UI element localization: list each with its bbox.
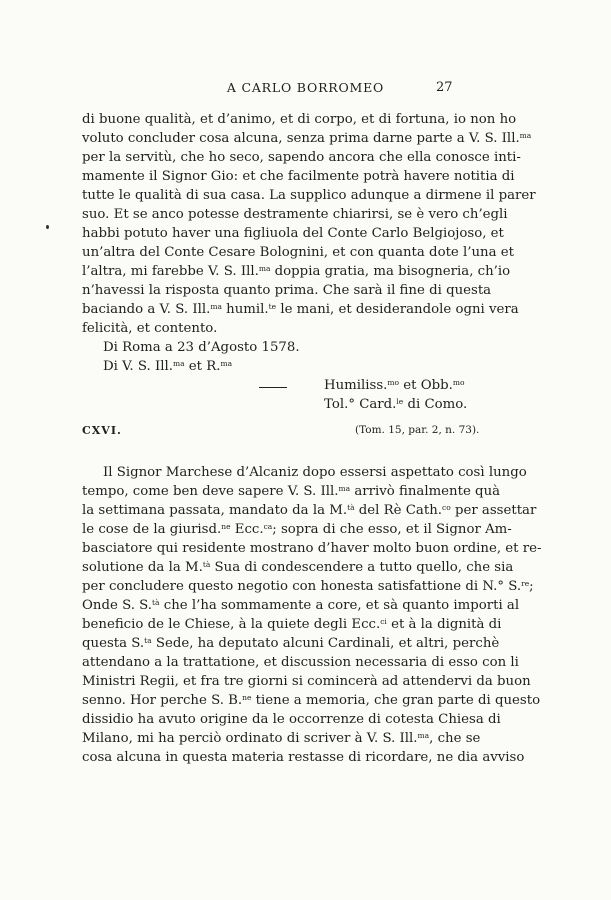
text-line: suo. Et se anco potesse destramente chiarirsi, se è vero ch’egli bbox=[82, 207, 508, 222]
letter-reference: (Tom. 15, par. 2, n. 73). bbox=[355, 424, 480, 436]
text-line: per la servitù, che ho seco, sapendo ancora che ella conosce inti- bbox=[82, 150, 521, 165]
text-line: baciando a V. S. Ill.$^{ma}$ humil.$^{te}$ le mani, et desiderandole ogni vera bbox=[82, 302, 519, 317]
text-line: la settimana passata, mandato da la M.$^{tà}$ del Rè Cath.$^{co}$ per assettar bbox=[82, 503, 537, 518]
text-line: tutte le qualità di sua casa. La supplico adunque a dirmene il parer bbox=[82, 188, 536, 203]
text-line: beneficio de le Chiese, à la quiete degli Ecc.$^{ci}$ et à la dignità di bbox=[82, 617, 502, 632]
letter-date: Di Roma a 23 d’Agosto 1578. bbox=[103, 340, 300, 355]
text-line: questa S.$^{ta}$ Sede, ha deputato alcuni Cardinali, et altri, perchè bbox=[82, 636, 500, 651]
text-line: felicità, et contento. bbox=[82, 321, 218, 336]
text-line: le cose de la giurisd.$^{ne}$ Ecc.$^{ca}$; sopra di che esso, et il Signor Am- bbox=[82, 522, 512, 537]
text-line: mamente il Signor Gio: et che facilmente potrà havere notitia di bbox=[82, 169, 515, 184]
section-divider bbox=[259, 387, 287, 388]
text-line: attendano a la trattatione, et discussion necessaria di esso con li bbox=[82, 655, 519, 670]
text-line: cosa alcuna in questa materia restasse di ricordare, ne dia avviso bbox=[82, 750, 525, 765]
text-line: Onde S. S.$^{tà}$ che l’ha sommamente a core, et sà quanto importi al bbox=[82, 598, 520, 613]
salutation: Di V. S. Ill.$^{ma}$ et R.$^{ma}$ bbox=[103, 359, 233, 374]
text-line: per concludere questo negotio con honesta satisfattione di N.° S.$^{re}$; bbox=[82, 579, 534, 594]
text-line: l’altra, mi farebbe V. S. Ill.$^{ma}$ doppia gratia, ma bisogneria, ch’io bbox=[82, 264, 511, 279]
text-line: Il Signor Marchese d’Alcaniz dopo essersi aspettato così lungo bbox=[103, 465, 527, 480]
text-line: habbi potuto haver una figliuola del Conte Carlo Belgiojoso, et bbox=[82, 226, 504, 241]
text-line: un’altra del Conte Cesare Bolognini, et con quanta dote l’una et bbox=[82, 245, 514, 260]
text-line: senno. Hor perche S. B.$^{ne}$ tiene a memoria, che gran parte di questo bbox=[82, 693, 541, 708]
text-line: Ministri Regii, et fra tre giorni si comincerà ad attendervi da buon bbox=[82, 674, 531, 689]
text-line: dissidio ha avuto origine da le occorrenze di cotesta Chiesa di bbox=[82, 712, 501, 727]
running-header: A CARLO BORROMEO bbox=[226, 80, 385, 95]
text-line: voluto concluder cosa alcuna, senza prima darne parte a V. S. Ill.$^{ma}$ bbox=[82, 131, 532, 146]
signature-line: Humiliss.$^{mo}$ et Obb.$^{mo}$ bbox=[324, 378, 465, 393]
margin-mark bbox=[46, 225, 49, 229]
signature-line: Tol.° Card.$^{le}$ di Como. bbox=[324, 397, 468, 412]
text-line: Milano, mi ha perciò ordinato di scriver à V. S. Ill.$^{ma}$, che se bbox=[82, 731, 481, 746]
page-number: 27 bbox=[436, 80, 453, 95]
text-line: n’havessi la risposta quanto prima. Che sarà il fine di questa bbox=[82, 283, 492, 298]
letter-number: CXVI. bbox=[82, 424, 122, 437]
text-line: solutione da la M.$^{tà}$ Sua di condescendere a tutto quello, che sia bbox=[82, 560, 514, 575]
text-line: basciatore qui residente mostrano d’haver molto buon ordine, et re- bbox=[82, 541, 542, 556]
text-line: tempo, come ben deve sapere V. S. Ill.$^{ma}$ arrivò finalmente quà bbox=[82, 484, 501, 499]
text-line: di buone qualità, et d’animo, et di corpo, et di fortuna, io non ho bbox=[82, 112, 517, 127]
